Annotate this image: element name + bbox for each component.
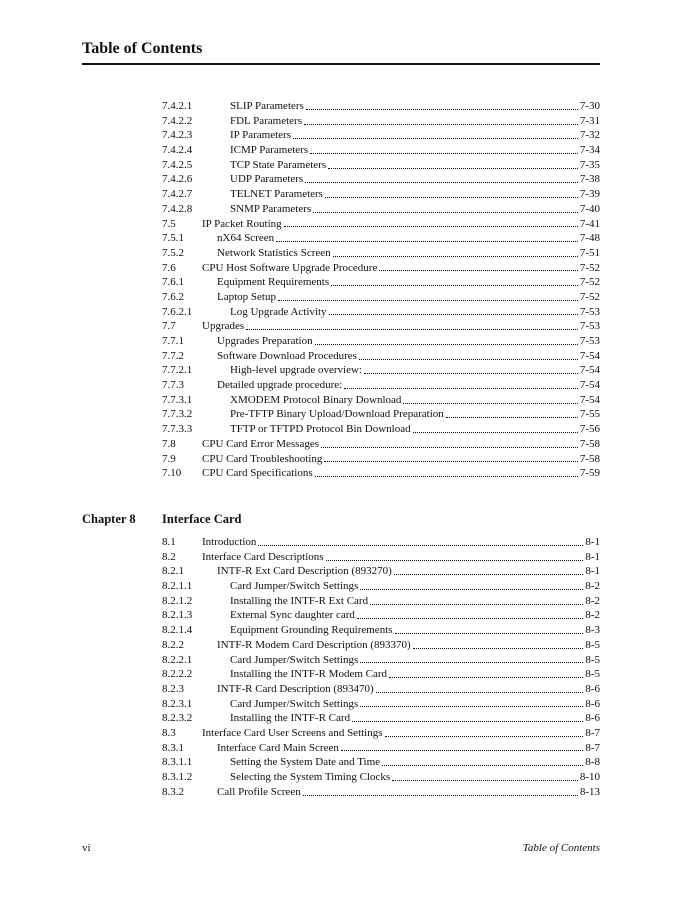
toc-entry-title: IP Packet Routing xyxy=(202,217,282,230)
toc-dot-leader xyxy=(324,453,577,462)
toc-entry[interactable] xyxy=(162,667,600,682)
toc-dot-leader xyxy=(276,233,578,242)
toc-dot-leader xyxy=(376,684,584,693)
toc-entry-page: 7-53 xyxy=(579,335,600,347)
toc-entry-page: 7-59 xyxy=(579,467,600,480)
toc-entry-page: 8-6 xyxy=(585,697,600,710)
toc-dot-leader xyxy=(359,351,578,360)
toc-entry-number: 8.2.1.4 xyxy=(162,624,193,637)
toc-entry-title: nX64 Screen xyxy=(217,232,275,245)
toc-entry[interactable] xyxy=(162,550,600,565)
toc-entry-number: 8.2.1.2 xyxy=(162,594,193,607)
toc-entry[interactable] xyxy=(162,158,600,173)
toc-entry-title: Installing the INTF-R Ext Card xyxy=(230,594,369,607)
toc-entry-number: 8.2 xyxy=(162,550,176,563)
toc-dot-leader xyxy=(329,306,578,315)
toc-entry[interactable] xyxy=(162,334,600,349)
toc-entry-number: 7.6.2.1 xyxy=(162,305,193,318)
toc-dot-leader xyxy=(325,189,578,198)
toc-entry-number: 7.6 xyxy=(162,261,176,274)
toc-entry[interactable] xyxy=(162,261,600,276)
toc-dot-leader xyxy=(360,698,583,707)
toc-entry-number: 7.4.2.6 xyxy=(162,173,193,186)
toc-entry[interactable] xyxy=(162,623,600,638)
toc-entry[interactable] xyxy=(162,437,600,452)
toc-entry-number: 7.5.1 xyxy=(162,232,184,245)
toc-entry[interactable] xyxy=(162,726,600,741)
toc-entry-number: 8.3.2 xyxy=(162,785,184,798)
toc-entry-title: Equipment Grounding Requirements xyxy=(230,624,393,637)
toc-entry-page: 7-51 xyxy=(579,246,600,259)
toc-dot-leader xyxy=(293,130,578,139)
toc-entry-title: TCP State Parameters xyxy=(230,158,327,171)
chapter-heading xyxy=(82,512,600,527)
toc-entry-number: 8.2.2.1 xyxy=(162,653,193,666)
toc-entry-page: 8-5 xyxy=(585,653,600,666)
toc-dot-leader xyxy=(258,537,583,546)
toc-dot-leader xyxy=(357,610,583,619)
toc-entry-title: Card Jumper/Switch Settings xyxy=(230,653,359,666)
footer-running-title: Table of Contents xyxy=(522,842,600,854)
toc-entry-number: 7.7.3 xyxy=(162,379,184,392)
toc-entry[interactable] xyxy=(162,564,600,579)
toc-entry-title: Software Download Procedures xyxy=(217,349,357,362)
toc-dot-leader xyxy=(360,654,583,663)
toc-entry-page: 7-35 xyxy=(579,158,600,171)
toc-entry-number: 7.4.2.5 xyxy=(162,158,193,171)
toc-entry-page: 7-58 xyxy=(579,437,600,450)
toc-entry[interactable] xyxy=(162,231,600,246)
toc-entry-page: 8-1 xyxy=(585,565,600,578)
toc-dot-leader xyxy=(446,409,578,418)
chapter-label: Chapter 8 xyxy=(82,512,136,526)
toc-entry[interactable] xyxy=(162,741,600,756)
toc-entry-title: CPU Card Troubleshooting xyxy=(202,452,323,465)
toc-dot-leader xyxy=(403,395,577,404)
toc-entry[interactable] xyxy=(162,143,600,158)
toc-entry-page: 7-52 xyxy=(579,276,600,289)
toc-entry-number: 8.2.1.3 xyxy=(162,609,193,622)
toc-entry[interactable] xyxy=(162,114,600,129)
toc-entry-number: 7.6.2 xyxy=(162,290,184,303)
toc-entry-title: FDL Parameters xyxy=(230,114,302,127)
toc-entry-title: TELNET Parameters xyxy=(230,188,323,201)
toc-dot-leader xyxy=(321,439,578,448)
toc-entry[interactable] xyxy=(162,172,600,187)
toc-entry-title: Log Upgrade Activity xyxy=(230,305,327,318)
toc-entry-title: Installing the INTF-R Modem Card xyxy=(230,668,388,681)
toc-entry-number: 7.7.3.3 xyxy=(162,423,193,436)
toc-entry-page: 7-54 xyxy=(579,393,600,406)
toc-dot-leader xyxy=(310,145,578,154)
toc-entry-number: 7.7.2.1 xyxy=(162,364,193,377)
toc-entry[interactable] xyxy=(162,378,600,393)
toc-dot-leader xyxy=(313,204,578,213)
toc-dot-leader xyxy=(315,336,578,345)
toc-dot-leader xyxy=(306,101,578,110)
toc-entry-title: UDP Parameters xyxy=(230,173,304,186)
toc-entry-page: 7-32 xyxy=(579,129,600,142)
toc-entry-title: CPU Card Error Messages xyxy=(202,437,320,450)
toc-entry[interactable] xyxy=(162,579,600,594)
toc-entry-page: 8-2 xyxy=(585,609,600,622)
toc-entry[interactable] xyxy=(162,785,600,800)
toc-dot-leader xyxy=(413,640,584,649)
toc-entry-title: Upgrades xyxy=(202,320,245,333)
toc-entry-page: 7-34 xyxy=(579,144,600,157)
toc-entry[interactable] xyxy=(162,466,600,481)
toc-entry-title: Selecting the System Timing Clocks xyxy=(230,771,391,783)
toc-entry-page: 8-10 xyxy=(579,771,600,783)
toc-entry[interactable] xyxy=(162,217,600,232)
toc-dot-leader xyxy=(303,787,578,796)
toc-entry-page: 8-1 xyxy=(585,536,600,548)
toc-dot-leader xyxy=(278,292,578,301)
toc-entry-page: 8-3 xyxy=(585,624,600,637)
toc-entry[interactable] xyxy=(162,99,600,114)
toc-entry-number: 8.1 xyxy=(162,536,176,548)
toc-entry[interactable] xyxy=(162,535,600,550)
toc-entry[interactable] xyxy=(162,697,600,712)
toc-entry-page: 8-7 xyxy=(585,726,600,739)
toc-entry-title: Equipment Requirements xyxy=(217,276,330,289)
toc-entry-number: 7.4.2.2 xyxy=(162,114,193,127)
toc-dot-leader xyxy=(344,380,578,389)
toc-dot-leader xyxy=(379,262,577,271)
toc-entry[interactable] xyxy=(162,452,600,467)
toc-entry[interactable] xyxy=(162,682,600,697)
toc-entry-page: 8-8 xyxy=(585,756,600,769)
toc-entry[interactable] xyxy=(162,755,600,770)
toc-entry-title: External Sync daughter card xyxy=(230,609,355,622)
toc-entry-page: 8-2 xyxy=(585,580,600,593)
toc-entry-number: 7.7 xyxy=(162,320,176,333)
header-rule xyxy=(82,63,600,65)
toc-entry-number: 7.5 xyxy=(162,217,176,230)
toc-entry-title: Interface Card Main Screen xyxy=(217,741,339,754)
page-title: Table of Contents xyxy=(82,40,203,57)
toc-entry-number: 7.4.2.3 xyxy=(162,129,193,142)
toc-entry-title: Interface Card User Screens and Settings xyxy=(202,726,383,739)
toc-entry[interactable] xyxy=(162,711,600,726)
toc-entry-number: 8.2.3 xyxy=(162,682,184,695)
toc-entry-title: IP Parameters xyxy=(230,129,291,142)
toc-entry[interactable] xyxy=(162,319,600,334)
toc-entry-title: Laptop Setup xyxy=(217,290,276,303)
toc-dot-leader xyxy=(360,581,583,590)
toc-dot-leader xyxy=(370,596,583,605)
toc-dot-leader xyxy=(413,424,578,433)
toc-entry[interactable] xyxy=(162,305,600,320)
toc-entry-page: 8-5 xyxy=(585,638,600,651)
toc-entry-number: 8.3.1.1 xyxy=(162,756,193,769)
toc-entry[interactable] xyxy=(162,608,600,623)
toc-entry-page: 7-53 xyxy=(579,305,600,318)
toc-entry-title: Pre-TFTP Binary Upload/Download Preparation xyxy=(230,408,444,421)
toc-dot-leader xyxy=(328,160,578,169)
toc-entry-page: 7-48 xyxy=(579,232,600,245)
toc-entry-title: INTF-R Card Description (893470) xyxy=(217,682,374,695)
toc-entry-title: SNMP Parameters xyxy=(230,202,312,215)
toc-entry-number: 8.2.3.2 xyxy=(162,712,193,725)
toc-entry-page: 7-38 xyxy=(579,173,600,186)
toc-entry[interactable] xyxy=(162,363,600,378)
toc-entry-page: 7-53 xyxy=(579,320,600,333)
chapter-title: Interface Card xyxy=(162,512,242,526)
toc-entry-page: 8-13 xyxy=(579,785,600,798)
toc-entry[interactable] xyxy=(162,290,600,305)
toc-entry-page: 7-40 xyxy=(579,202,600,215)
toc-entry-number: 8.2.2.2 xyxy=(162,668,193,681)
toc-entry-number: 7.4.2.1 xyxy=(162,100,193,112)
toc-entry-page: 7-56 xyxy=(579,423,600,436)
toc-entry-title: XMODEM Protocol Binary Download xyxy=(230,393,402,406)
toc-entry[interactable] xyxy=(162,349,600,364)
toc-entry[interactable] xyxy=(162,407,600,422)
toc-entry[interactable] xyxy=(162,246,600,261)
toc-entry-number: 8.3 xyxy=(162,726,176,739)
toc-entry-number: 7.7.3.2 xyxy=(162,408,193,421)
toc-dot-leader xyxy=(382,757,583,766)
toc-entry[interactable] xyxy=(162,202,600,217)
toc-dot-leader xyxy=(331,277,578,286)
toc-entry-number: 7.5.2 xyxy=(162,246,184,259)
toc-entry-page: 7-54 xyxy=(579,349,600,362)
toc-entry-title: Upgrades Preparation xyxy=(217,335,313,347)
toc-entry-title: High-level upgrade overview: xyxy=(230,364,362,377)
toc-entry-page: 7-30 xyxy=(579,100,600,112)
toc-entry[interactable] xyxy=(162,275,600,290)
toc-chapter-list xyxy=(162,535,600,799)
toc-entry[interactable] xyxy=(162,128,600,143)
toc-entry-title: Network Statistics Screen xyxy=(217,246,331,259)
toc-entry-number: 7.9 xyxy=(162,452,176,465)
toc-entry-page: 8-6 xyxy=(585,712,600,725)
toc-entry-title: Installing the INTF-R Card xyxy=(230,712,351,725)
toc-entry-title: Setting the System Date and Time xyxy=(230,756,381,769)
toc-entry[interactable] xyxy=(162,770,600,785)
toc-entry[interactable] xyxy=(162,638,600,653)
toc-entry[interactable] xyxy=(162,187,600,202)
toc-dot-leader xyxy=(315,468,578,477)
toc-dot-leader xyxy=(395,625,584,634)
toc-entry-title: INTF-R Ext Card Description (893270) xyxy=(217,565,392,578)
toc-entry-number: 7.7.1 xyxy=(162,335,184,347)
toc-dot-leader xyxy=(341,742,583,751)
toc-entry-page: 7-41 xyxy=(579,217,600,230)
toc-dot-leader xyxy=(246,321,578,330)
toc-dot-leader xyxy=(352,713,583,722)
toc-entry-number: 8.2.3.1 xyxy=(162,697,193,710)
toc-entry-number: 7.4.2.8 xyxy=(162,202,193,215)
toc-dot-leader xyxy=(305,174,578,183)
toc-dot-leader xyxy=(389,669,583,678)
toc-entry-page: 7-55 xyxy=(579,408,600,421)
toc-entry-page: 7-52 xyxy=(579,290,600,303)
toc-entry-page: 7-54 xyxy=(579,364,600,377)
toc-entry-number: 8.2.1.1 xyxy=(162,580,193,593)
toc-entry-number: 8.2.2 xyxy=(162,638,184,651)
toc-entry-number: 8.2.1 xyxy=(162,565,184,578)
toc-entry[interactable] xyxy=(162,422,600,437)
toc-entry-number: 7.7.2 xyxy=(162,349,184,362)
toc-entry-title: Card Jumper/Switch Settings xyxy=(230,697,359,710)
toc-entry-title: CPU Card Specifications xyxy=(202,467,313,480)
toc-entry-number: 7.8 xyxy=(162,437,176,450)
toc-dot-leader xyxy=(364,365,578,374)
toc-entry-page: 7-31 xyxy=(579,114,600,127)
toc-entry-page: 8-5 xyxy=(585,668,600,681)
toc-dot-leader xyxy=(394,566,584,575)
toc-entry-title: Detailed upgrade procedure: xyxy=(217,379,343,392)
toc-entry-number: 8.3.1.2 xyxy=(162,771,193,783)
toc-entry-number: 7.4.2.4 xyxy=(162,144,193,157)
toc-entry[interactable] xyxy=(162,393,600,408)
toc-entry-number: 7.10 xyxy=(162,467,182,480)
toc-dot-leader xyxy=(333,248,578,257)
toc-dot-leader xyxy=(392,772,578,781)
toc-continued-list xyxy=(162,99,600,481)
toc-entry-title: Call Profile Screen xyxy=(217,785,301,798)
toc-entry[interactable] xyxy=(162,653,600,668)
toc-entry-page: 7-58 xyxy=(579,452,600,465)
toc-entry-title: Introduction xyxy=(202,536,257,548)
toc-entry-page: 7-39 xyxy=(579,188,600,201)
toc-entry-title: Card Jumper/Switch Settings xyxy=(230,580,359,593)
toc-entry[interactable] xyxy=(162,594,600,609)
toc-entry-page: 8-1 xyxy=(585,550,600,563)
toc-entry-number: 7.7.3.1 xyxy=(162,393,193,406)
toc-entry-page: 7-52 xyxy=(579,261,600,274)
toc-entry-number: 7.6.1 xyxy=(162,276,184,289)
toc-entry-title: SLIP Parameters xyxy=(230,100,304,112)
toc-entry-title: Interface Card Descriptions xyxy=(202,550,324,563)
toc-dot-leader xyxy=(284,218,578,227)
toc-dot-leader xyxy=(326,552,584,561)
toc-entry-number: 7.4.2.7 xyxy=(162,188,193,201)
toc-entry-title: ICMP Parameters xyxy=(230,144,309,157)
toc-dot-leader xyxy=(304,116,578,125)
toc-entry-number: 8.3.1 xyxy=(162,741,184,754)
toc-entry-title: CPU Host Software Upgrade Procedure xyxy=(202,261,378,274)
toc-entry-title: INTF-R Modem Card Description (893370) xyxy=(217,638,411,651)
toc-entry-page: 8-6 xyxy=(585,682,600,695)
toc-entry-title: TFTP or TFTPD Protocol Bin Download xyxy=(230,423,411,436)
toc-dot-leader xyxy=(385,728,584,737)
toc-entry-page: 7-54 xyxy=(579,379,600,392)
footer-page-number: vi xyxy=(82,842,91,854)
toc-entry-page: 8-2 xyxy=(585,594,600,607)
toc-entry-page: 8-7 xyxy=(585,741,600,754)
